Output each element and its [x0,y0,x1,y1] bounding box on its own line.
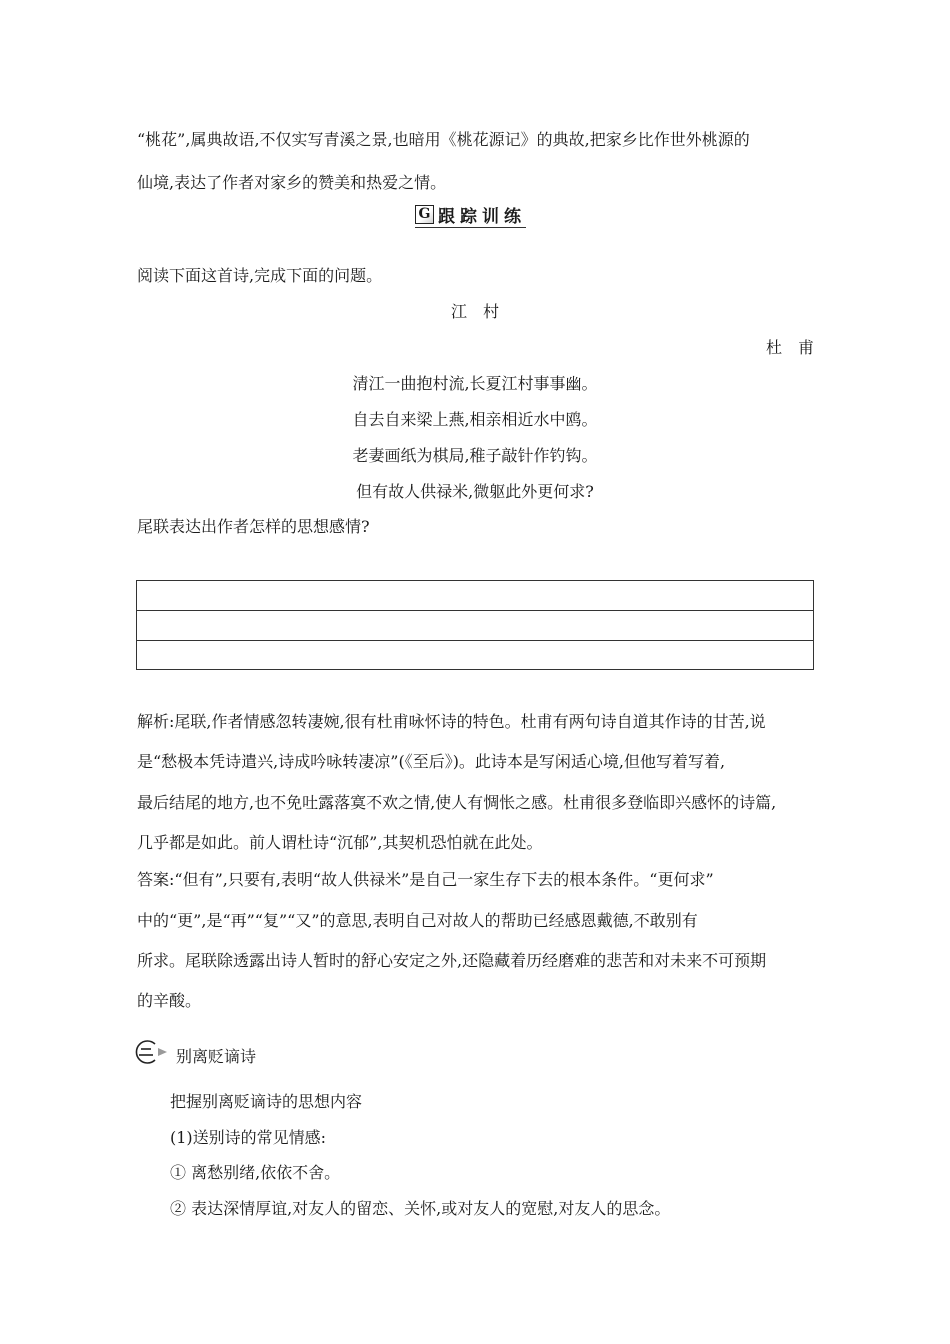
top-text-line-1: “桃花”,属典故语,不仅实写青溪之景,也暗用《桃花源记》的典故,把家乡比作世外桃源的 [137,130,750,149]
question-text: 尾联表达出作者怎样的思想感情? [137,517,370,536]
poem-line-2: 自去自来梁上燕,相亲相近水中鸥。 [352,410,598,429]
section2-line-1: 把握别离贬谪诗的思想内容 [170,1092,363,1111]
analysis-line-1: 解析:尾联,作者情感忽转凄婉,很有杜甫咏怀诗的特色。杜甫有两句诗自道其作诗的甘苦,说 [137,712,766,731]
instruction-text: 阅读下面这首诗,完成下面的问题。 [137,266,383,285]
poem-line-3: 老妻画纸为棋局,稚子敲针作钓钩。 [352,446,598,465]
analysis-line-3: 最后结尾的地方,也不免吐露落寞不欢之情,使人有惆怅之感。杜甫很多登临即兴感怀的诗篇, [137,793,777,812]
top-text-line-2: 仙境,表达了作者对家乡的赞美和热爱之情。 [137,173,447,192]
section2-line-4: ② 表达深情厚谊,对友人的留恋、关怀,或对友人的宽慰,对友人的思念。 [170,1199,671,1218]
poem-line-1: 清江一曲抱村流,长夏江村事事幽。 [352,374,598,393]
answer-line-3[interactable] [137,641,813,670]
g-badge-icon: G [415,205,434,224]
section-title-tracking-training [415,203,526,228]
poem-line-4: 但有故人供禄米,微躯此外更何求? [356,482,594,501]
analysis-line-4: 几乎都是如此。前人谓杜诗“沉郁”,其契机恐怕就在此处。 [137,833,543,852]
poem-title: 江 村 [450,302,499,321]
analysis-line-2: 是“愁极本凭诗遣兴,诗成吟咏转凄凉”(《至后》)。此诗本是写闲适心境,但他写着写着, [137,752,726,771]
answer-text-line-3: 所求。尾联除透露出诗人暂时的舒心安定之外,还隐藏着历经磨难的悲苦和对未来不可预期 [137,951,767,970]
answer-line-2[interactable] [137,611,813,641]
section2-title: 别离贬谪诗 [176,1047,257,1066]
section2-line-3: ① 离愁别绪,依依不舍。 [170,1163,341,1182]
answer-text-line-1: 答案:“但有”,只要有,表明“故人供禄米”是自己一家生存下去的根本条件。“更何求” [137,870,714,889]
answer-text-line-2: 中的“更”,是“再”“复”“又”的意思,表明自己对故人的帮助已经感恩戴德,不敢别有 [137,911,698,930]
poem-author: 杜 甫 [765,338,814,357]
section-title-text: 跟踪训练 [438,206,526,227]
answer-text-line-4: 的辛酸。 [137,991,202,1010]
section2-line-2: (1)送别诗的常见情感: [170,1128,327,1147]
answer-lines-box[interactable] [136,580,814,670]
circle-number-two-icon [134,1039,170,1065]
answer-line-1[interactable] [137,581,813,611]
